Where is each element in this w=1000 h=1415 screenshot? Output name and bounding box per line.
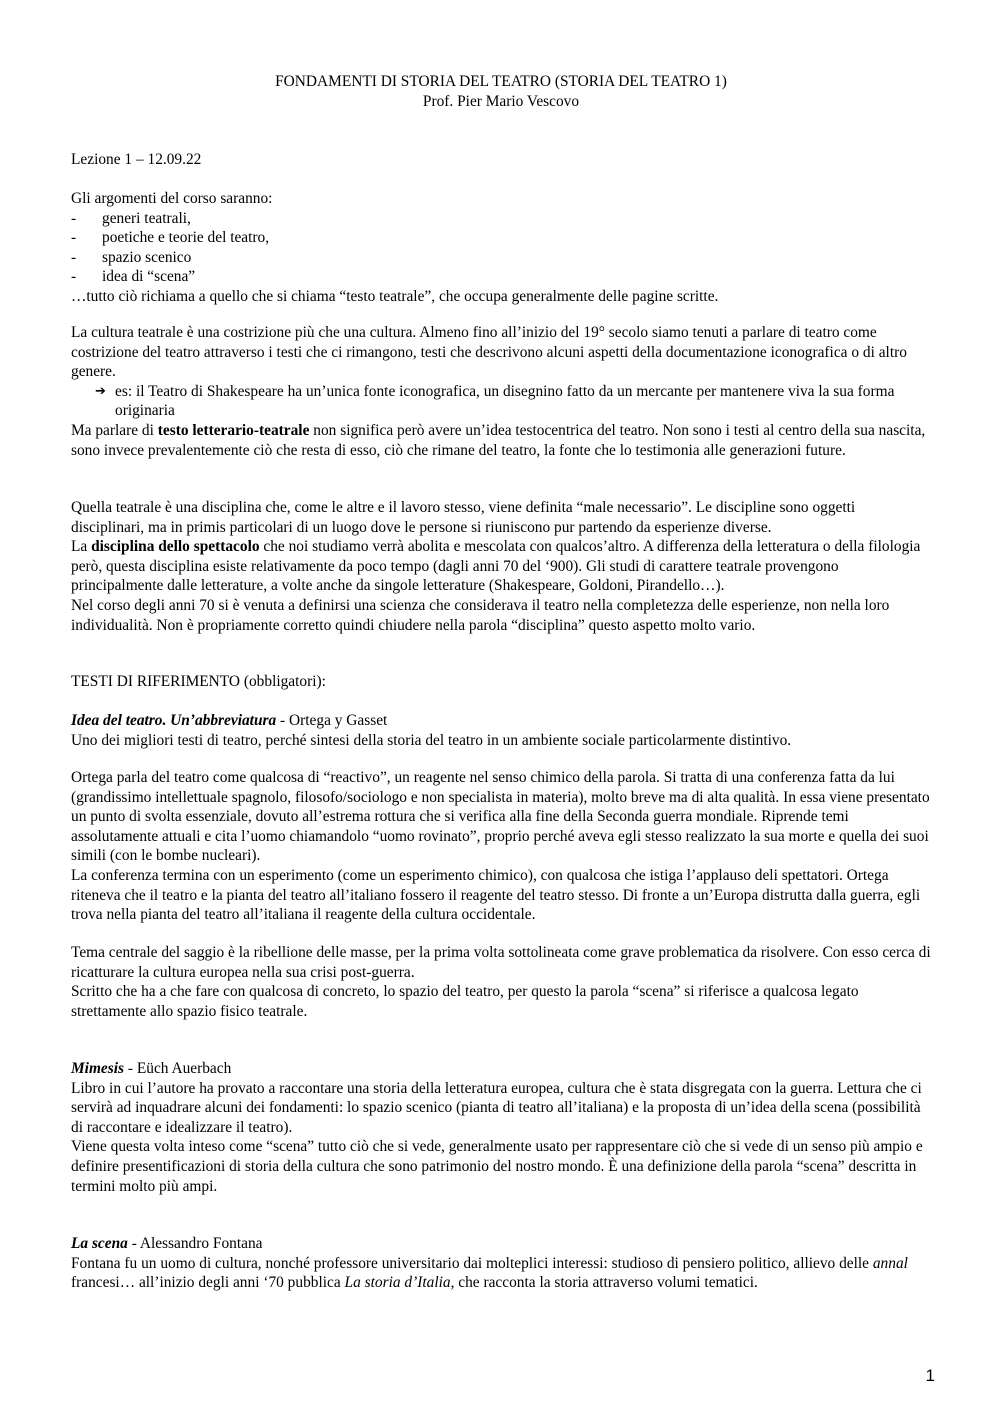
paragraph: Scritto che ha a che fare con qualcosa di concreto, lo spazio del teatro, per questo la parola “scena” si riferisce a qualcosa legato strettamente allo spazio fisico teatrale.	[71, 983, 859, 1020]
topics-section	[71, 189, 931, 307]
culture-section	[71, 323, 931, 460]
list-item: - idea di “scena”	[71, 268, 196, 286]
list-item: - generi teatrali,	[71, 209, 191, 227]
mimesis-section	[71, 1059, 931, 1196]
paragraph: La conferenza termina con un esperimento (come un esperimento chimico), con qualcosa che istiga l’applauso deli spettatori. Ortega riteneva che il teatro e la pianta del teatro all’italiano fossero il reagente del teatro stesso. Di fronte a un’Europa distrutta dalla guerra, egli trova nella pianta del teatro all’italiana il reagente della cultura occidentale.	[71, 866, 921, 924]
document-title	[71, 72, 931, 111]
bold-term: testo letterario-teatrale	[157, 421, 310, 439]
paragraph: Ortega parla del teatro come qualcosa di “reactivo”, un reagente nel senso chimico della parola. Si tratta di una conferenza fatta da lui (grandissimo intellettuale spagnolo, filosofo/sociologo e non specialista in materia), molto breve ma di alta qualità. In essa viene presentato un punto di svolta essenziale, dovuto all’estrema rottura che si verifica alla fine della Seconda guerra mondiale. Riprende temi assolutamente attuali e cita l’uomo chiamandolo “uomo rovinato”, proprio perché aveva egli stesso realizzato la sua morte e quella dei suoi simili (con le bombe nucleari).	[71, 769, 930, 865]
paragraph: Viene questa volta inteso come “scena” tutto ciò che si vede, generalmente usato per rappresentare ciò che si vede di un senso più ampio e definire presentificazioni di storia della cultura che sono patrimonio del nostro mondo. È una definizione della parola “scena” descritta in termini molto più ampi.	[71, 1138, 923, 1195]
course-title: FONDAMENTI DI STORIA DEL TEATRO (STORIA DEL TEATRO 1)	[275, 73, 727, 90]
reference-title: La scena - Alessandro Fontana	[71, 1235, 263, 1252]
lesson-heading: Lezione 1 – 12.09.22	[71, 151, 202, 168]
example-note: ➔ es: il Teatro di Shakespeare ha un’unica fonte iconografica, un disegnino fatto da un mercante per mantenere viva la sua forma originaria	[95, 382, 895, 420]
topics-intro: Gli argomenti del corso saranno:	[71, 190, 273, 207]
paragraph: Fontana fu un uomo di cultura, nonché professore universitario dai molteplici interessi: studioso di pensiero politico, allievo delle annal francesi… all’inizio degli anni ‘70 pubblica La storia d’Italia, che racconta la storia attraverso volumi tematici.	[71, 1254, 908, 1292]
ortega-section	[71, 711, 931, 750]
paragraph: La disciplina dello spettacolo che noi studiamo verrà abolita e mescolata con qualcos’altro. A differenza della letteratura o della filologia però, questa disciplina esiste relativamente da poco tempo (dagli anni 70 del ‘900). Gli studi di carattere teatrale provengono principalmente dalle letterature, a volte anche da singole letterature (Shakespeare, Goldoni, Pirandello…).	[71, 538, 921, 595]
ortega-body	[71, 768, 931, 925]
paragraph: Quella teatrale è una disciplina che, come le altre e il lavoro stesso, viene definita “male necessario”. Le discipline sono oggetti disciplinari, ma in primis particolari di un luogo dove le persone si riuniscono pur partendo da esperienze diverse.	[71, 499, 856, 536]
list-item: - poetiche e teorie del teatro,	[71, 229, 270, 247]
paragraph: Uno dei migliori testi di teatro, perché sintesi della storia del teatro in un ambiente sociale particolarmente distintivo.	[71, 731, 792, 749]
references-heading: TESTI DI RIFERIMENTO (obbligatori):	[71, 673, 326, 690]
paragraph: Libro in cui l’autore ha provato a raccontare una storia della letteratura europea, cultura che è stata disgregata con la guerra. Lettura che ci servirà ad inquadrare alcuni dei fondamenti: lo spazio scenico (pianta di teatro all’italiana) e la proposta di un’idea della scena (possibilità di raccontare e idealizzare il teatro).	[71, 1079, 922, 1136]
paragraph: Nel corso degli anni 70 si è venuta a definirsi una scienza che considerava il teatro nella completezza delle esperienze, non nella loro individualità. Non è propriamente corretto quindi chiudere nella parola “disciplina” questo aspetto molto vario.	[71, 596, 890, 634]
ortega-theme	[71, 943, 931, 1021]
bold-term: disciplina dello spettacolo	[91, 538, 260, 556]
reference-title: Idea del teatro. Un’abbreviatura - Ortega y Gasset	[71, 712, 388, 729]
lascena-section	[71, 1234, 931, 1293]
arrow-right-icon: ➔	[95, 383, 106, 399]
reference-title: Mimesis - Eüch Auerbach	[71, 1060, 232, 1077]
paragraph: La cultura teatrale è una costrizione più che una cultura. Almeno fino all’inizio del 19° secolo siamo tenuti a parlare di teatro come costrizione del teatro attraverso i testi che ci rimangono, testi che descrivono alcuni aspetti della documentazione iconografica o di altro genere.	[71, 324, 907, 381]
page-number: 1	[925, 1366, 935, 1385]
paragraph: Ma parlare di testo letterario-teatrale non significa però avere un’idea testocentrica del teatro. Non sono i testi al centro della sua nascita, sono invece prevalentemente ciò che resta di esso, ciò che rimane del teatro, la fonte che lo testimonia alle generazioni future.	[71, 421, 926, 459]
topics-outro: …tutto ciò richiama a quello che si chiama “testo teatrale”, che occupa generalmente delle pagine scritte.	[71, 287, 719, 305]
professor-name: Prof. Pier Mario Vescovo	[422, 92, 580, 110]
list-item: - spazio scenico	[71, 248, 192, 266]
paragraph: Tema centrale del saggio è la ribellione delle masse, per la prima volta sottolineata come grave problematica da risolvere. Con esso cerca di ricatturare la cultura europea nella sua crisi post-guerra.	[71, 944, 931, 981]
discipline-section	[71, 498, 931, 635]
